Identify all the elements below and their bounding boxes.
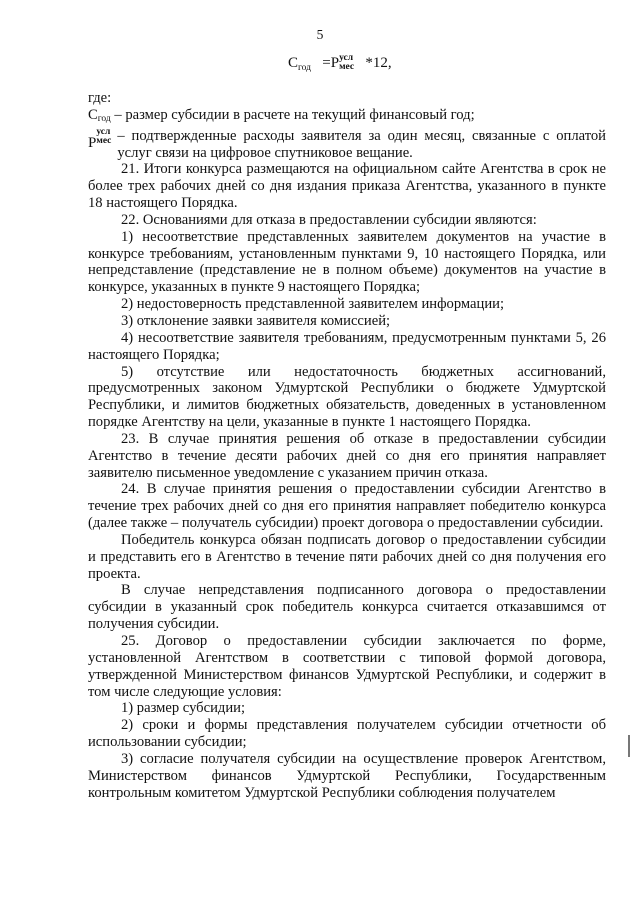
page-number: 5: [316, 27, 324, 42]
paragraph-22-item-2: 2) недостоверность представленной заявителем информации;: [121, 296, 505, 313]
paragraph-25-item-3: 3) согласие получателя субсидии на осуществление проверок Агентством, Министерством финансов Удмуртской Республики, Государственным контрольным комитетом Удмуртской Республики соблюдения получателем: [88, 750, 606, 801]
definition-p-symbol: Р: [88, 134, 97, 151]
paragraph-24-winner-obligation: Победитель конкурса обязан подписать договор о предоставлении субсидии и представить его в Агентство в течение пяти рабочих дней со дня получения его проекта.: [88, 531, 606, 582]
paragraph-23: 23. В случае принятия решения об отказе в предоставлении субсидии Агентство в течение десяти рабочих дней со дня его принятия направляет заявителю письменное уведомление с указанием причин отказа.: [88, 430, 606, 481]
paragraph-22-item-5: 5) отсутствие или недостаточность бюджетных ассигнований, предусмотренных законом Удмуртской Республики о бюджете Удмуртской Республики, и лимитов бюджетных обязательств, доведенных в установленном порядке Агентству на цели, указанные в пункте 1 настоящего Порядка.: [88, 363, 606, 431]
formula-left-symbol: С: [288, 55, 299, 71]
definition-c-symbol: С: [88, 106, 98, 123]
formula-right-sup: усл: [339, 53, 354, 63]
paragraph-22-item-1: 1) несоответствие представленных заявителем документов на участие в конкурсе требованиям, установленным пунктами 9, 10 настоящего Порядка, или непредставление (представление не в полном объеме) документов на участие в конкурсе, указанных в пункте 9 настоящего Порядка;: [88, 228, 606, 296]
formula-right-indices: [339, 54, 354, 72]
definition-p-text: – подтвержденные расходы заявителя за один месяц, связанные с оплатой услуг связи на цифровое спутниковое вещание.: [117, 127, 606, 161]
definition-p-usl: [88, 128, 606, 162]
definition-c-god: [88, 107, 606, 128]
paragraph-22-item-3: 3) отклонение заявки заявителя комиссией;: [121, 312, 391, 329]
formula-left-subscript: год: [298, 63, 311, 73]
formula-multiplier: *12,: [365, 55, 392, 71]
paragraph-25: 25. Договор о предоставлении субсидии заключается по форме, установленной Агентством в соответствии с типовой формой договора, утвержденной Министерством финансов Удмуртской Республики, и содержит в том числе следующие условия:: [88, 633, 606, 700]
definition-p-sub: мес: [96, 135, 112, 146]
definition-c-text: – размер субсидии в расчете на текущий финансовый год;: [110, 106, 475, 123]
definition-p-sup: усл: [96, 126, 111, 137]
paragraph-24: 24. В случае принятия решения о предоставлении субсидии Агентство в течение трех рабочих дней со дня его принятия направляет победителю конкурса (далее также – получатель субсидии) проект договора о предоставлении субсидии.: [88, 481, 606, 532]
paragraph-21: 21. Итоги конкурса размещаются на официальном сайте Агентства в срок не более трех рабочих дней со дня издания приказа Агентства, указанного в пункте 18 настоящего Порядка.: [88, 161, 606, 212]
definition-c-subscript: год: [97, 113, 111, 124]
paragraph-25-item-2: 2) сроки и формы представления получателем субсидии отчетности об использовании субсидии;: [88, 717, 606, 751]
paragraph-25-item-1: 1) размер субсидии;: [121, 700, 245, 717]
paragraph-22: 22. Основаниями для отказа в предоставлении субсидии являются:: [121, 211, 537, 228]
formula-right-symbol: Р: [330, 55, 340, 71]
where-label: где:: [88, 90, 112, 106]
subsidy-formula: [288, 54, 392, 73]
formula-right-sub: мес: [339, 62, 355, 72]
document-body: [88, 90, 606, 801]
paragraph-24-nonsubmission: В случае непредставления подписанного договора о предоставлении субсидии в указанный срок победитель конкурса считается отказавшимся от получения субсидии.: [88, 582, 606, 633]
paragraph-22-item-4: 4) несоответствие заявителя требованиям, предусмотренным пунктами 5, 26 настоящего Порядка;: [88, 329, 606, 363]
definition-p-indices: [96, 128, 111, 146]
scan-margin-mark: [628, 735, 630, 757]
formula-equals: =: [322, 55, 331, 71]
definition-p-symbol-group: [88, 128, 111, 152]
